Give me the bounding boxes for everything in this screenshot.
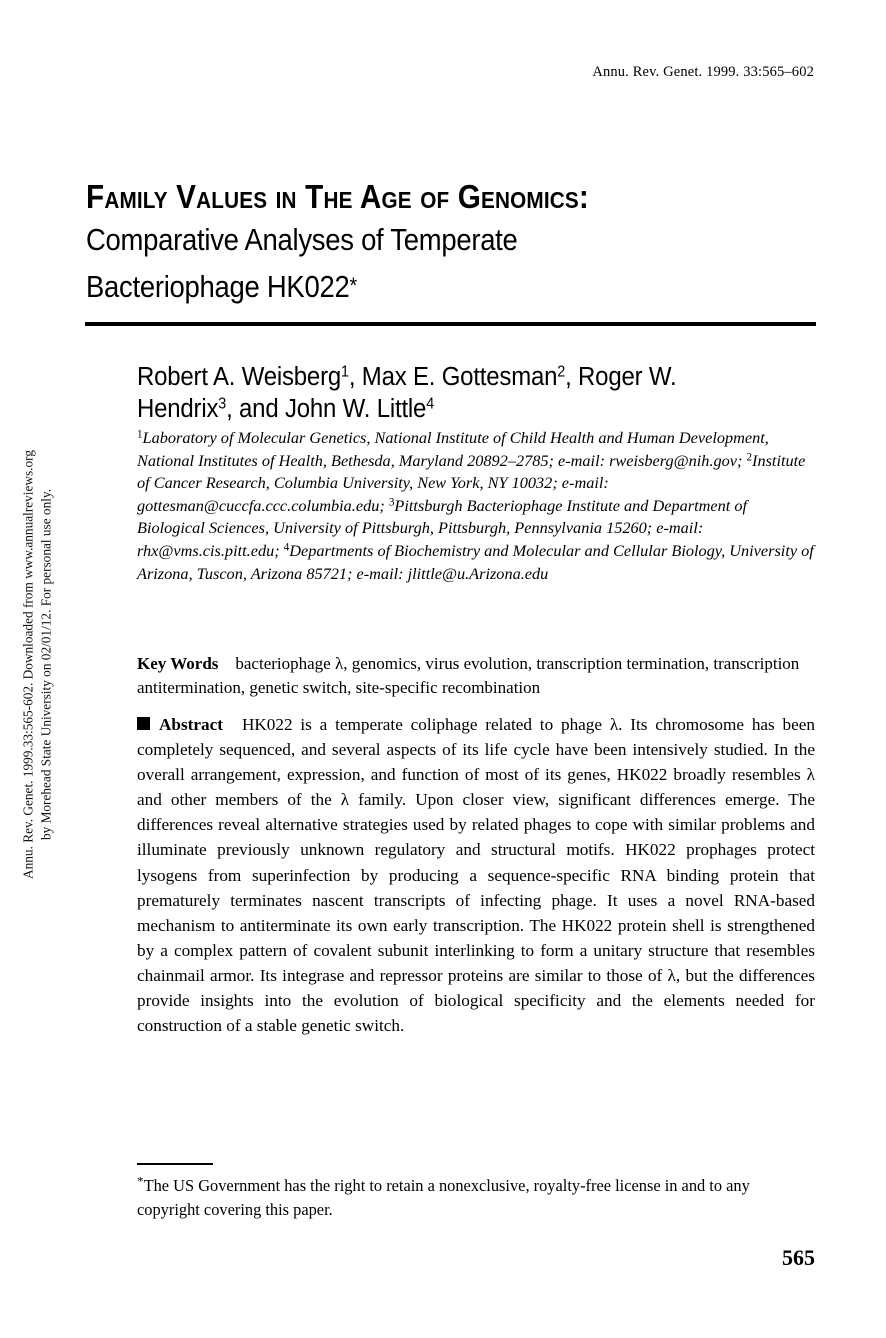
author-affil-marker-3: 3 xyxy=(218,395,227,413)
title-footnote-marker: * xyxy=(349,273,357,298)
keywords-block xyxy=(137,652,815,700)
article-title-sub-line2-text: Bacteriophage HK022 xyxy=(86,270,350,304)
affiliation-text-4: Departments of Biochemistry and Molecular and Cellular Biology, University of Arizona, Tuscon, Arizona 85721; e-mail: jlittle@u.Arizona.edu xyxy=(137,540,814,583)
watermark-line-1: Annu. Rev. Genet. 1999.33:565-602. Downloaded from www.annualreviews.org xyxy=(20,450,36,879)
footnote-text: The US Government has the right to retain a nonexclusive, royalty-free license in and to any copyright covering this paper. xyxy=(137,1176,750,1219)
black-square-icon xyxy=(137,717,150,730)
abstract-label: Abstract xyxy=(159,715,223,734)
running-head: Annu. Rev. Genet. 1999. 33:565–602 xyxy=(592,64,814,80)
author-affil-marker-1: 1 xyxy=(341,363,349,381)
author-name-3: Roger W. Hendrix xyxy=(137,363,677,423)
author-affil-marker-2: 2 xyxy=(557,363,566,381)
affiliations-block xyxy=(137,427,815,585)
affiliation-marker-2: 2 xyxy=(746,451,753,464)
author-affil-marker-4: 4 xyxy=(426,395,435,413)
author-separator-1: , xyxy=(348,363,362,391)
article-title-sub-line1: Comparative Analyses of Temperate xyxy=(86,223,518,257)
author-name-2: Max E. Gottesman xyxy=(361,363,558,391)
article-title-main: Family Values in The Age of Genomics: xyxy=(86,178,589,215)
author-name-4: John W. Little xyxy=(284,395,427,423)
affiliation-marker-4: 4 xyxy=(283,541,290,554)
abstract-block xyxy=(137,712,815,1038)
footnote-marker: * xyxy=(137,1173,144,1189)
title-divider-rule xyxy=(85,322,816,326)
watermark-line-2: by Morehead State University on 02/01/12. For personal use only. xyxy=(38,488,53,841)
footnote-divider-rule xyxy=(137,1163,213,1165)
title-block xyxy=(86,178,816,308)
affiliation-marker-3: 3 xyxy=(388,496,395,509)
author-separator-2: , xyxy=(565,363,579,391)
affiliation-text-3: Pittsburgh Bacteriophage Institute and Department of Biological Sciences, University of Pittsburgh, Pittsburgh, Pennsylvania 15260; e-mail: rhx@vms.cis.pitt.edu; xyxy=(137,495,747,560)
keywords-text: bacteriophage λ, genomics, virus evolution, transcription termination, transcription antitermination, genetic switch, site-specific recombination xyxy=(137,654,800,697)
author-list xyxy=(137,361,776,425)
abstract-text: HK022 is a temperate coliphage related to phage λ. Its chromosome has been completely sequenced, and several aspects of its life cycle have been intensively studied. In the overall arrangement, expression, and function of most of its genes, HK022 broadly resembles λ and other members of the λ family. Upon closer view, significant differences emerge. The differences reveal alternative strategies used by related phages to cope with similar problems and illuminate previously unknown regulatory and structural motifs. HK022 prophages protect lysogens from superinfection by producing a sequence-specific RNA binding protein that prematurely terminates nascent transcripts of infecting phage. It uses a novel RNA-based mechanism to antiterminate its own early transcription. The HK022 protein shell is strengthened by a complex pattern of covalent subunit interlinking to form a unitary structure that resembles chainmail armor. Its integrase and repressor proteins are similar to those of λ, but the differences provide insights into the evolution of biological specificity and the elements needed for construction of a stable genetic switch. xyxy=(137,715,815,1036)
page-number: 565 xyxy=(782,1245,815,1270)
author-separator-3: , and xyxy=(226,395,285,423)
keywords-label: Key Words xyxy=(137,654,219,673)
affiliation-marker-1: 1 xyxy=(137,428,143,441)
author-name-1: Robert A. Weisberg xyxy=(137,363,342,391)
footnote-block xyxy=(137,1174,815,1221)
download-watermark xyxy=(20,375,55,955)
article-title-sub-line2 xyxy=(86,265,743,308)
affiliation-text-2: Institute of Cancer Research, Columbia University, New York, NY 10032; e-mail: gottesman@cuccfa.ccc.columbia.edu; xyxy=(137,450,806,515)
affiliation-text-1: Laboratory of Molecular Genetics, National Institute of Child Health and Human Development, National Institutes of Health, Bethesda, Maryland 20892–2785; e-mail: rweisberg@nih.gov; xyxy=(137,428,769,470)
